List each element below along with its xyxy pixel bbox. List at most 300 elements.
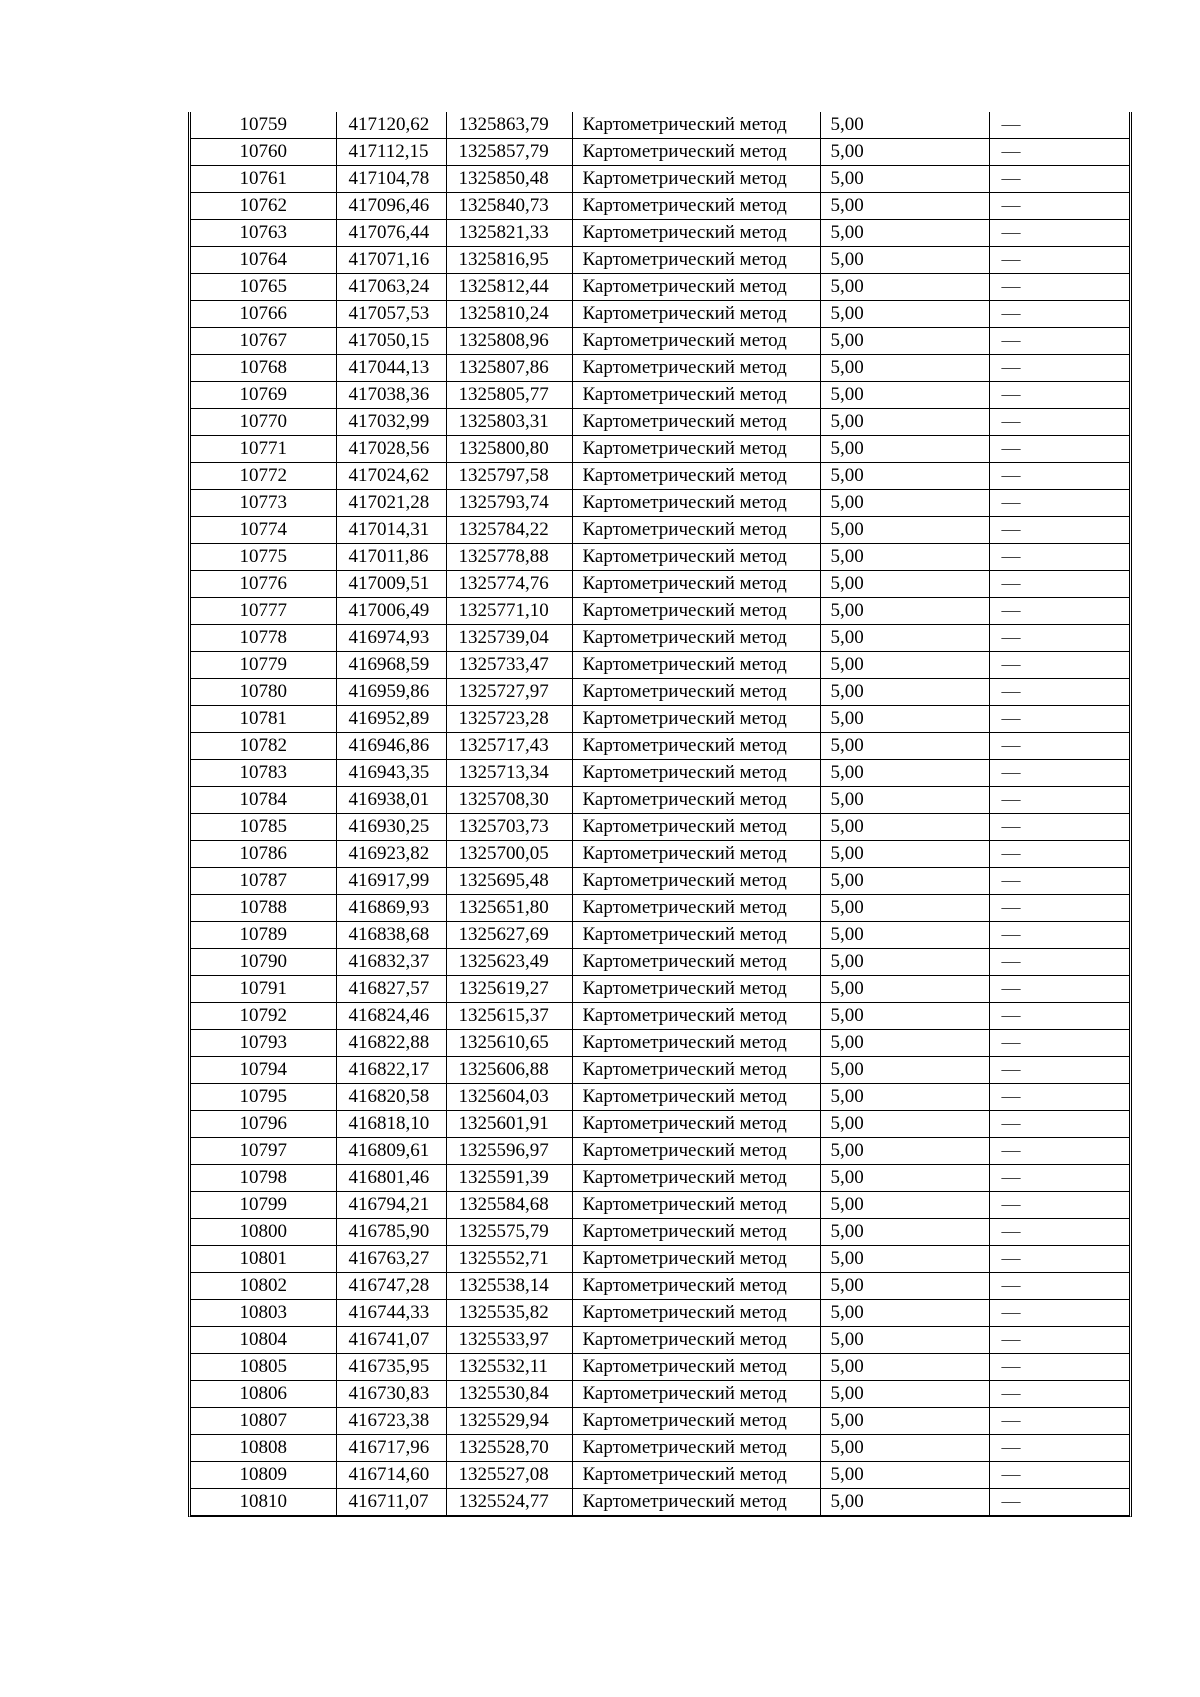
point-number-cell: 10805: [191, 1354, 336, 1381]
point-number-cell: 10780: [191, 679, 336, 706]
x-coordinate-cell: 417032,99: [336, 409, 446, 436]
x-coordinate-cell: 417009,51: [336, 571, 446, 598]
table-row: [191, 571, 1129, 598]
y-coordinate-cell: 1325695,48: [446, 868, 572, 895]
y-coordinate-cell: 1325739,04: [446, 625, 572, 652]
method-cell: Картометрический метод: [572, 787, 820, 814]
accuracy-cell: 5,00: [820, 625, 989, 652]
y-coordinate-cell: 1325771,10: [446, 598, 572, 625]
method-cell: Картометрический метод: [572, 1003, 820, 1030]
y-coordinate-cell: 1325596,97: [446, 1138, 572, 1165]
point-number-cell: 10796: [191, 1111, 336, 1138]
method-cell: Картометрический метод: [572, 193, 820, 220]
table-row: [191, 976, 1129, 1003]
note-cell: —: [989, 193, 1129, 220]
point-number-cell: 10800: [191, 1219, 336, 1246]
accuracy-cell: 5,00: [820, 1300, 989, 1327]
point-number-cell: 10784: [191, 787, 336, 814]
y-coordinate-cell: 1325713,34: [446, 760, 572, 787]
table-row: [191, 598, 1129, 625]
accuracy-cell: 5,00: [820, 355, 989, 382]
method-cell: Картометрический метод: [572, 733, 820, 760]
y-coordinate-cell: 1325530,84: [446, 1381, 572, 1408]
point-number-cell: 10759: [191, 112, 336, 139]
note-cell: —: [989, 436, 1129, 463]
table-row: [191, 139, 1129, 166]
point-number-cell: 10801: [191, 1246, 336, 1273]
x-coordinate-cell: 417071,16: [336, 247, 446, 274]
accuracy-cell: 5,00: [820, 166, 989, 193]
accuracy-cell: 5,00: [820, 1084, 989, 1111]
method-cell: Картометрический метод: [572, 301, 820, 328]
x-coordinate-cell: 416822,88: [336, 1030, 446, 1057]
x-coordinate-cell: 417057,53: [336, 301, 446, 328]
y-coordinate-cell: 1325610,65: [446, 1030, 572, 1057]
method-cell: Картометрический метод: [572, 1111, 820, 1138]
point-number-cell: 10785: [191, 814, 336, 841]
method-cell: Картометрический метод: [572, 760, 820, 787]
method-cell: Картометрический метод: [572, 166, 820, 193]
note-cell: —: [989, 706, 1129, 733]
accuracy-cell: 5,00: [820, 517, 989, 544]
y-coordinate-cell: 1325793,74: [446, 490, 572, 517]
method-cell: Картометрический метод: [572, 1273, 820, 1300]
y-coordinate-cell: 1325727,97: [446, 679, 572, 706]
table-row: [191, 652, 1129, 679]
point-number-cell: 10768: [191, 355, 336, 382]
x-coordinate-cell: 416741,07: [336, 1327, 446, 1354]
table-row: [191, 112, 1129, 139]
x-coordinate-cell: 417021,28: [336, 490, 446, 517]
method-cell: Картометрический метод: [572, 1327, 820, 1354]
note-cell: —: [989, 1462, 1129, 1489]
table-row: [191, 1084, 1129, 1111]
method-cell: Картометрический метод: [572, 544, 820, 571]
point-number-cell: 10788: [191, 895, 336, 922]
x-coordinate-cell: 416827,57: [336, 976, 446, 1003]
method-cell: Картометрический метод: [572, 679, 820, 706]
x-coordinate-cell: 416711,07: [336, 1489, 446, 1516]
accuracy-cell: 5,00: [820, 328, 989, 355]
table-row: [191, 760, 1129, 787]
y-coordinate-cell: 1325627,69: [446, 922, 572, 949]
accuracy-cell: 5,00: [820, 760, 989, 787]
method-cell: Картометрический метод: [572, 1489, 820, 1516]
x-coordinate-cell: 416730,83: [336, 1381, 446, 1408]
method-cell: Картометрический метод: [572, 1381, 820, 1408]
table-row: [191, 1354, 1129, 1381]
y-coordinate-cell: 1325808,96: [446, 328, 572, 355]
method-cell: Картометрический метод: [572, 436, 820, 463]
point-number-cell: 10786: [191, 841, 336, 868]
accuracy-cell: 5,00: [820, 787, 989, 814]
accuracy-cell: 5,00: [820, 922, 989, 949]
accuracy-cell: 5,00: [820, 1003, 989, 1030]
point-number-cell: 10790: [191, 949, 336, 976]
method-cell: Картометрический метод: [572, 1219, 820, 1246]
method-cell: Картометрический метод: [572, 139, 820, 166]
table-row: [191, 1057, 1129, 1084]
note-cell: —: [989, 490, 1129, 517]
x-coordinate-cell: 417076,44: [336, 220, 446, 247]
table-row: [191, 301, 1129, 328]
point-number-cell: 10792: [191, 1003, 336, 1030]
note-cell: —: [989, 625, 1129, 652]
note-cell: —: [989, 463, 1129, 490]
point-number-cell: 10789: [191, 922, 336, 949]
table-row: [191, 1111, 1129, 1138]
y-coordinate-cell: 1325528,70: [446, 1435, 572, 1462]
x-coordinate-cell: 416717,96: [336, 1435, 446, 1462]
y-coordinate-cell: 1325803,31: [446, 409, 572, 436]
note-cell: —: [989, 1489, 1129, 1516]
point-number-cell: 10795: [191, 1084, 336, 1111]
method-cell: Картометрический метод: [572, 1462, 820, 1489]
point-number-cell: 10797: [191, 1138, 336, 1165]
note-cell: —: [989, 571, 1129, 598]
point-number-cell: 10798: [191, 1165, 336, 1192]
note-cell: —: [989, 274, 1129, 301]
point-number-cell: 10810: [191, 1489, 336, 1516]
note-cell: —: [989, 1003, 1129, 1030]
method-cell: Картометрический метод: [572, 1300, 820, 1327]
table-row: [191, 1273, 1129, 1300]
point-number-cell: 10804: [191, 1327, 336, 1354]
y-coordinate-cell: 1325524,77: [446, 1489, 572, 1516]
table-row: [191, 1219, 1129, 1246]
note-cell: —: [989, 517, 1129, 544]
x-coordinate-cell: 416974,93: [336, 625, 446, 652]
note-cell: —: [989, 652, 1129, 679]
y-coordinate-cell: 1325812,44: [446, 274, 572, 301]
y-coordinate-cell: 1325552,71: [446, 1246, 572, 1273]
point-number-cell: 10761: [191, 166, 336, 193]
note-cell: —: [989, 1057, 1129, 1084]
point-number-cell: 10803: [191, 1300, 336, 1327]
y-coordinate-cell: 1325575,79: [446, 1219, 572, 1246]
y-coordinate-cell: 1325708,30: [446, 787, 572, 814]
y-coordinate-cell: 1325821,33: [446, 220, 572, 247]
x-coordinate-cell: 417006,49: [336, 598, 446, 625]
accuracy-cell: 5,00: [820, 1057, 989, 1084]
accuracy-cell: 5,00: [820, 949, 989, 976]
note-cell: —: [989, 949, 1129, 976]
table-row: [191, 1003, 1129, 1030]
accuracy-cell: 5,00: [820, 544, 989, 571]
x-coordinate-cell: 416763,27: [336, 1246, 446, 1273]
point-number-cell: 10773: [191, 490, 336, 517]
note-cell: —: [989, 220, 1129, 247]
x-coordinate-cell: 417038,36: [336, 382, 446, 409]
table-row: [191, 166, 1129, 193]
method-cell: Картометрический метод: [572, 895, 820, 922]
method-cell: Картометрический метод: [572, 1165, 820, 1192]
table-row: [191, 193, 1129, 220]
table-row: [191, 220, 1129, 247]
point-number-cell: 10776: [191, 571, 336, 598]
note-cell: —: [989, 1408, 1129, 1435]
y-coordinate-cell: 1325703,73: [446, 814, 572, 841]
table-row: [191, 328, 1129, 355]
note-cell: —: [989, 1273, 1129, 1300]
point-number-cell: 10765: [191, 274, 336, 301]
x-coordinate-cell: 416747,28: [336, 1273, 446, 1300]
point-number-cell: 10771: [191, 436, 336, 463]
y-coordinate-cell: 1325800,80: [446, 436, 572, 463]
method-cell: Картометрический метод: [572, 571, 820, 598]
point-number-cell: 10767: [191, 328, 336, 355]
point-number-cell: 10769: [191, 382, 336, 409]
accuracy-cell: 5,00: [820, 301, 989, 328]
method-cell: Картометрический метод: [572, 1030, 820, 1057]
method-cell: Картометрический метод: [572, 490, 820, 517]
x-coordinate-cell: 416959,86: [336, 679, 446, 706]
table-row: [191, 1138, 1129, 1165]
table-row: [191, 436, 1129, 463]
note-cell: —: [989, 1381, 1129, 1408]
method-cell: Картометрический метод: [572, 409, 820, 436]
table-row: [191, 733, 1129, 760]
method-cell: Картометрический метод: [572, 814, 820, 841]
y-coordinate-cell: 1325604,03: [446, 1084, 572, 1111]
x-coordinate-cell: 416943,35: [336, 760, 446, 787]
method-cell: Картометрический метод: [572, 247, 820, 274]
note-cell: —: [989, 328, 1129, 355]
accuracy-cell: 5,00: [820, 409, 989, 436]
table-row: [191, 1327, 1129, 1354]
point-number-cell: 10777: [191, 598, 336, 625]
note-cell: —: [989, 760, 1129, 787]
accuracy-cell: 5,00: [820, 571, 989, 598]
accuracy-cell: 5,00: [820, 247, 989, 274]
point-number-cell: 10770: [191, 409, 336, 436]
point-number-cell: 10782: [191, 733, 336, 760]
y-coordinate-cell: 1325723,28: [446, 706, 572, 733]
accuracy-cell: 5,00: [820, 841, 989, 868]
method-cell: Картометрический метод: [572, 1057, 820, 1084]
x-coordinate-cell: 417120,62: [336, 112, 446, 139]
y-coordinate-cell: 1325533,97: [446, 1327, 572, 1354]
accuracy-cell: 5,00: [820, 1462, 989, 1489]
note-cell: —: [989, 1111, 1129, 1138]
accuracy-cell: 5,00: [820, 1165, 989, 1192]
table-row: [191, 1489, 1129, 1516]
method-cell: Картометрический метод: [572, 517, 820, 544]
x-coordinate-cell: 416923,82: [336, 841, 446, 868]
point-number-cell: 10809: [191, 1462, 336, 1489]
note-cell: —: [989, 841, 1129, 868]
method-cell: Картометрический метод: [572, 976, 820, 1003]
y-coordinate-cell: 1325623,49: [446, 949, 572, 976]
note-cell: —: [989, 544, 1129, 571]
accuracy-cell: 5,00: [820, 463, 989, 490]
point-number-cell: 10781: [191, 706, 336, 733]
table-row: [191, 1165, 1129, 1192]
x-coordinate-cell: 416785,90: [336, 1219, 446, 1246]
y-coordinate-cell: 1325529,94: [446, 1408, 572, 1435]
table-row: [191, 1408, 1129, 1435]
x-coordinate-cell: 417104,78: [336, 166, 446, 193]
accuracy-cell: 5,00: [820, 274, 989, 301]
note-cell: —: [989, 787, 1129, 814]
y-coordinate-cell: 1325532,11: [446, 1354, 572, 1381]
method-cell: Картометрический метод: [572, 841, 820, 868]
method-cell: Картометрический метод: [572, 652, 820, 679]
method-cell: Картометрический метод: [572, 598, 820, 625]
point-number-cell: 10778: [191, 625, 336, 652]
note-cell: —: [989, 1300, 1129, 1327]
x-coordinate-cell: 416824,46: [336, 1003, 446, 1030]
accuracy-cell: 5,00: [820, 1138, 989, 1165]
method-cell: Картометрический метод: [572, 868, 820, 895]
table-row: [191, 706, 1129, 733]
accuracy-cell: 5,00: [820, 193, 989, 220]
note-cell: —: [989, 301, 1129, 328]
point-number-cell: 10794: [191, 1057, 336, 1084]
x-coordinate-cell: 416930,25: [336, 814, 446, 841]
table-row: [191, 787, 1129, 814]
accuracy-cell: 5,00: [820, 490, 989, 517]
accuracy-cell: 5,00: [820, 976, 989, 1003]
accuracy-cell: 5,00: [820, 1489, 989, 1516]
point-number-cell: 10779: [191, 652, 336, 679]
accuracy-cell: 5,00: [820, 598, 989, 625]
x-coordinate-cell: 416820,58: [336, 1084, 446, 1111]
note-cell: —: [989, 1354, 1129, 1381]
y-coordinate-cell: 1325591,39: [446, 1165, 572, 1192]
y-coordinate-cell: 1325840,73: [446, 193, 572, 220]
table-row: [191, 382, 1129, 409]
note-cell: —: [989, 1435, 1129, 1462]
table-row: [191, 949, 1129, 976]
x-coordinate-cell: 416968,59: [336, 652, 446, 679]
point-number-cell: 10793: [191, 1030, 336, 1057]
note-cell: —: [989, 1246, 1129, 1273]
method-cell: Картометрический метод: [572, 328, 820, 355]
y-coordinate-cell: 1325850,48: [446, 166, 572, 193]
note-cell: —: [989, 112, 1129, 139]
method-cell: Картометрический метод: [572, 706, 820, 733]
table-row: [191, 1192, 1129, 1219]
note-cell: —: [989, 733, 1129, 760]
y-coordinate-cell: 1325606,88: [446, 1057, 572, 1084]
y-coordinate-cell: 1325584,68: [446, 1192, 572, 1219]
x-coordinate-cell: 417024,62: [336, 463, 446, 490]
table-row: [191, 1246, 1129, 1273]
point-number-cell: 10775: [191, 544, 336, 571]
point-number-cell: 10760: [191, 139, 336, 166]
point-number-cell: 10807: [191, 1408, 336, 1435]
point-number-cell: 10806: [191, 1381, 336, 1408]
table-row: [191, 679, 1129, 706]
note-cell: —: [989, 409, 1129, 436]
table-row: [191, 409, 1129, 436]
table-row: [191, 814, 1129, 841]
x-coordinate-cell: 417028,56: [336, 436, 446, 463]
point-number-cell: 10802: [191, 1273, 336, 1300]
y-coordinate-cell: 1325733,47: [446, 652, 572, 679]
x-coordinate-cell: 416869,93: [336, 895, 446, 922]
x-coordinate-cell: 416801,46: [336, 1165, 446, 1192]
accuracy-cell: 5,00: [820, 1219, 989, 1246]
table-row: [191, 463, 1129, 490]
point-number-cell: 10772: [191, 463, 336, 490]
point-number-cell: 10791: [191, 976, 336, 1003]
x-coordinate-cell: 416794,21: [336, 1192, 446, 1219]
y-coordinate-cell: 1325778,88: [446, 544, 572, 571]
x-coordinate-cell: 416735,95: [336, 1354, 446, 1381]
note-cell: —: [989, 139, 1129, 166]
x-coordinate-cell: 417063,24: [336, 274, 446, 301]
accuracy-cell: 5,00: [820, 1246, 989, 1273]
y-coordinate-cell: 1325857,79: [446, 139, 572, 166]
x-coordinate-cell: 417112,15: [336, 139, 446, 166]
x-coordinate-cell: 416818,10: [336, 1111, 446, 1138]
x-coordinate-cell: 416822,17: [336, 1057, 446, 1084]
accuracy-cell: 5,00: [820, 679, 989, 706]
y-coordinate-cell: 1325651,80: [446, 895, 572, 922]
point-number-cell: 10764: [191, 247, 336, 274]
accuracy-cell: 5,00: [820, 1354, 989, 1381]
note-cell: —: [989, 1192, 1129, 1219]
x-coordinate-cell: 416744,33: [336, 1300, 446, 1327]
note-cell: —: [989, 355, 1129, 382]
point-number-cell: 10763: [191, 220, 336, 247]
accuracy-cell: 5,00: [820, 436, 989, 463]
point-number-cell: 10799: [191, 1192, 336, 1219]
y-coordinate-cell: 1325816,95: [446, 247, 572, 274]
x-coordinate-cell: 416832,37: [336, 949, 446, 976]
note-cell: —: [989, 1165, 1129, 1192]
note-cell: —: [989, 1138, 1129, 1165]
accuracy-cell: 5,00: [820, 814, 989, 841]
y-coordinate-cell: 1325700,05: [446, 841, 572, 868]
note-cell: —: [989, 679, 1129, 706]
note-cell: —: [989, 1219, 1129, 1246]
table-body: [191, 112, 1129, 1516]
method-cell: Картометрический метод: [572, 625, 820, 652]
accuracy-cell: 5,00: [820, 1111, 989, 1138]
note-cell: —: [989, 976, 1129, 1003]
method-cell: Картометрический метод: [572, 112, 820, 139]
x-coordinate-cell: 417014,31: [336, 517, 446, 544]
method-cell: Картометрический метод: [572, 922, 820, 949]
method-cell: Картометрический метод: [572, 949, 820, 976]
accuracy-cell: 5,00: [820, 1381, 989, 1408]
table-row: [191, 922, 1129, 949]
x-coordinate-cell: 416917,99: [336, 868, 446, 895]
y-coordinate-cell: 1325797,58: [446, 463, 572, 490]
point-number-cell: 10787: [191, 868, 336, 895]
y-coordinate-cell: 1325601,91: [446, 1111, 572, 1138]
accuracy-cell: 5,00: [820, 1435, 989, 1462]
method-cell: Картометрический метод: [572, 1192, 820, 1219]
y-coordinate-cell: 1325810,24: [446, 301, 572, 328]
x-coordinate-cell: 417050,15: [336, 328, 446, 355]
method-cell: Картометрический метод: [572, 463, 820, 490]
point-number-cell: 10762: [191, 193, 336, 220]
x-coordinate-cell: 416809,61: [336, 1138, 446, 1165]
table-row: [191, 841, 1129, 868]
coordinates-table-frame: [188, 112, 1132, 1517]
table-row: [191, 895, 1129, 922]
accuracy-cell: 5,00: [820, 1408, 989, 1435]
accuracy-cell: 5,00: [820, 895, 989, 922]
accuracy-cell: 5,00: [820, 1030, 989, 1057]
method-cell: Картометрический метод: [572, 1138, 820, 1165]
method-cell: Картометрический метод: [572, 274, 820, 301]
note-cell: —: [989, 166, 1129, 193]
